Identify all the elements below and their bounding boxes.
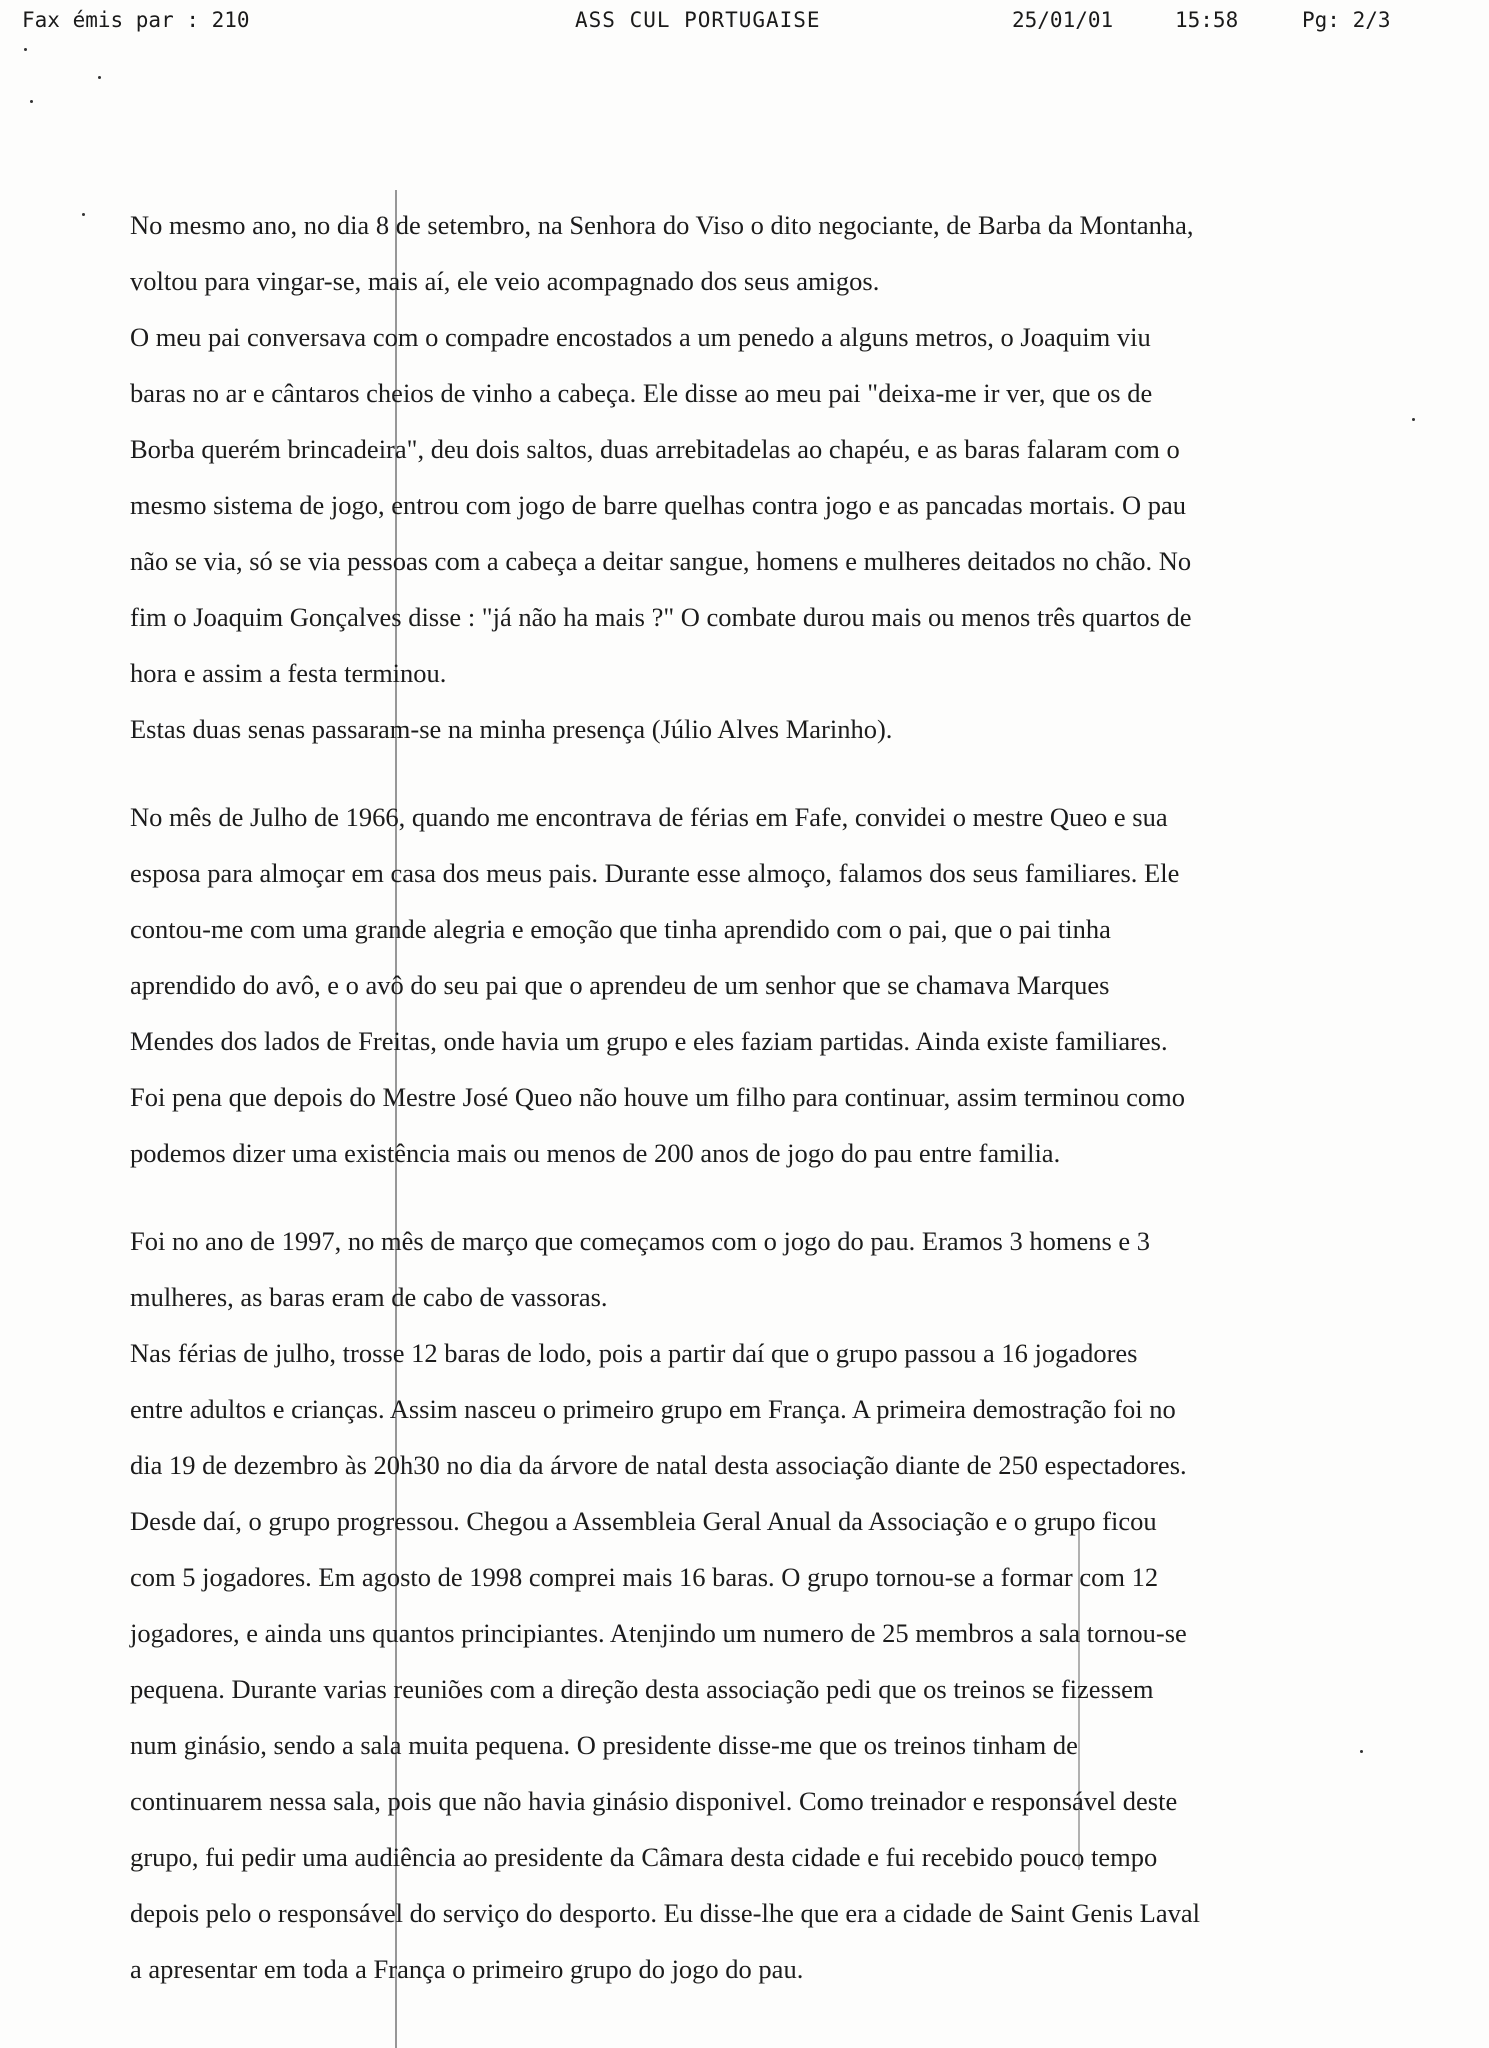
fax-page-number: Pg: 2/3 bbox=[1302, 8, 1391, 32]
scan-speck bbox=[98, 76, 101, 79]
text-line: mesmo sistema de jogo, entrou com jogo de barre quelhas contra jogo e as pancadas mortais. O pau bbox=[130, 490, 1187, 520]
text-line: a apresentar em toda a França o primeiro grupo do jogo do pau. bbox=[130, 1954, 804, 1984]
text-line: contou-me com uma grande alegria e emoção que tinha aprendido com o pai, que o pai tinha bbox=[130, 914, 1111, 944]
text-line: pequena. Durante varias reuniões com a direção desta associação pedi que os treinos se fizessem bbox=[130, 1674, 1154, 1704]
paragraph-gap bbox=[130, 757, 1375, 789]
text-line: Nas férias de julho, trosse 12 baras de lodo, pois a partir daí que o grupo passou a 16 jogadores bbox=[130, 1338, 1138, 1368]
scan-speck bbox=[82, 213, 85, 216]
text-line: continuarem nessa sala, pois que não havia ginásio disponivel. Como treinador e responsável deste bbox=[130, 1786, 1178, 1816]
text-line: Desde daí, o grupo progressou. Chegou a Assembleia Geral Anual da Associação e o grupo ficou bbox=[130, 1506, 1157, 1536]
scan-speck bbox=[1412, 418, 1415, 421]
fax-organization: ASS CUL PORTUGAISE bbox=[575, 8, 821, 32]
text-line: O meu pai conversava com o compadre encostados a um penedo a alguns metros, o Joaquim viu bbox=[130, 322, 1151, 352]
paragraph-gap bbox=[130, 1181, 1375, 1213]
text-line: Borba querém brincadeira", deu dois saltos, duas arrebitadelas ao chapéu, e as baras falaram com o bbox=[130, 434, 1180, 464]
text-line: depois pelo o responsável do serviço do desporto. Eu disse-lhe que era a cidade de Saint Genis Laval bbox=[130, 1898, 1200, 1928]
fax-time: 15:58 bbox=[1175, 8, 1239, 32]
text-line: esposa para almoçar em casa dos meus pais. Durante esse almoço, falamos dos seus familiares. Ele bbox=[130, 858, 1180, 888]
scan-speck bbox=[24, 48, 27, 51]
text-line: num ginásio, sendo a sala muita pequena. O presidente disse-me que os treinos tinham de bbox=[130, 1730, 1078, 1760]
text-line: hora e assim a festa terminou. bbox=[130, 658, 447, 688]
text-line: aprendido do avô, e o avô do seu pai que o aprendeu de um senhor que se chamava Marques bbox=[130, 970, 1110, 1000]
text-line: fim o Joaquim Gonçalves disse : "já não ha mais ?" O combate durou mais ou menos três quartos de bbox=[130, 602, 1192, 632]
scan-speck bbox=[30, 100, 33, 103]
text-line: baras no ar e cântaros cheios de vinho a cabeça. Ele disse ao meu pai "deixa-me ir ver, que os de bbox=[130, 378, 1153, 408]
text-line: Mendes dos lados de Freitas, onde havia um grupo e eles faziam partidas. Ainda existe familiares. bbox=[130, 1026, 1168, 1056]
text-line: podemos dizer uma existência mais ou menos de 200 anos de jogo do pau entre familia. bbox=[130, 1138, 1061, 1168]
text-line: grupo, fui pedir uma audiência ao presidente da Câmara desta cidade e fui recebido pouco tempo bbox=[130, 1842, 1158, 1872]
fax-date: 25/01/01 bbox=[1012, 8, 1114, 32]
text-line: No mês de Julho de 1966, quando me encontrava de férias em Fafe, convidei o mestre Queo e sua bbox=[130, 802, 1168, 832]
text-line: dia 19 de dezembro às 20h30 no dia da árvore de natal desta associação diante de 250 espectadores. bbox=[130, 1450, 1187, 1480]
text-line: não se via, só se via pessoas com a cabeça a deitar sangue, homens e mulheres deitados no chão. No bbox=[130, 546, 1192, 576]
paragraph-2 bbox=[130, 789, 1375, 1181]
fax-sender: Fax émis par : 210 bbox=[22, 8, 250, 32]
text-line: entre adultos e crianças. Assim nasceu o primeiro grupo em França. A primeira demostração foi no bbox=[130, 1394, 1176, 1424]
document-body bbox=[130, 197, 1375, 1997]
text-line: Foi pena que depois do Mestre José Queo não houve um filho para continuar, assim terminou como bbox=[130, 1082, 1186, 1112]
text-line: mulheres, as baras eram de cabo de vassoras. bbox=[130, 1282, 608, 1312]
text-line: com 5 jogadores. Em agosto de 1998 comprei mais 16 baras. O grupo tornou-se a formar com 12 bbox=[130, 1562, 1159, 1592]
text-line: No mesmo ano, no dia 8 de setembro, na Senhora do Viso o dito negociante, de Barba da Montanha, bbox=[130, 210, 1194, 240]
paragraph-3 bbox=[130, 1213, 1375, 1997]
paragraph-1 bbox=[130, 197, 1375, 757]
text-line: voltou para vingar-se, mais aí, ele veio acompagnado dos seus amigos. bbox=[130, 266, 880, 296]
fax-header bbox=[0, 0, 1489, 50]
text-line: jogadores, e ainda uns quantos principiantes. Atenjindo um numero de 25 membros a sala tornou-se bbox=[130, 1618, 1187, 1648]
text-line: Foi no ano de 1997, no mês de março que começamos com o jogo do pau. Eramos 3 homens e 3 bbox=[130, 1226, 1151, 1256]
text-line: Estas duas senas passaram-se na minha presença (Júlio Alves Marinho). bbox=[130, 714, 893, 744]
